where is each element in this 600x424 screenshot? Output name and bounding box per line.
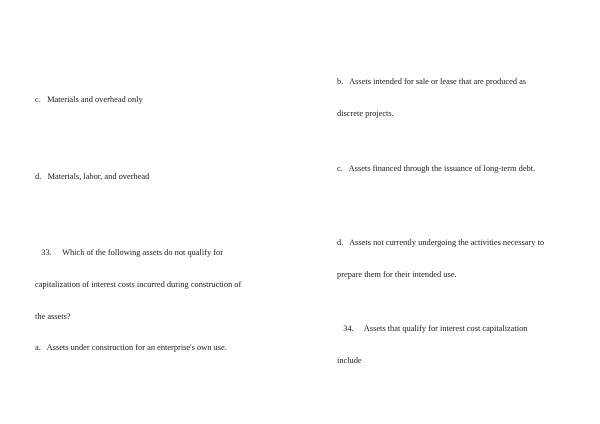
option-line: discrete projects. xyxy=(337,108,394,118)
answer-option-c-long-term-debt xyxy=(337,143,535,196)
option-text: c. Assets financed through the issuance of long-term debt. xyxy=(337,164,536,174)
question-line: capitalization of interest costs incurred during construction of xyxy=(35,279,242,289)
option-text: d. Materials, labor, and overhead xyxy=(35,172,150,182)
option-line: b. Assets intended for sale or lease that are produced as xyxy=(337,77,527,87)
answer-option-d-not-undergoing xyxy=(337,217,544,302)
question-line: the assets? xyxy=(35,311,71,321)
option-line: prepare them for their intended use. xyxy=(337,269,457,279)
question-line: 34. Assets that qualify for interest cost capitalization xyxy=(337,324,528,334)
option-text: a. Assets under construction for an enterprise's own use. xyxy=(35,343,227,353)
answer-option-c-materials-overhead xyxy=(35,74,143,127)
answer-option-a-own-use xyxy=(35,322,227,375)
question-line: 33. Which of the following assets do not qualify for xyxy=(35,248,224,258)
option-line: d. Assets not currently undergoing the activities necessary to xyxy=(337,238,545,248)
question-line: include xyxy=(337,355,362,365)
question-34 xyxy=(337,303,528,388)
option-text: c. Materials and overhead only xyxy=(35,95,143,105)
answer-option-d-materials-labor-overhead xyxy=(35,151,149,204)
answer-option-b-sale-or-lease xyxy=(337,56,526,141)
